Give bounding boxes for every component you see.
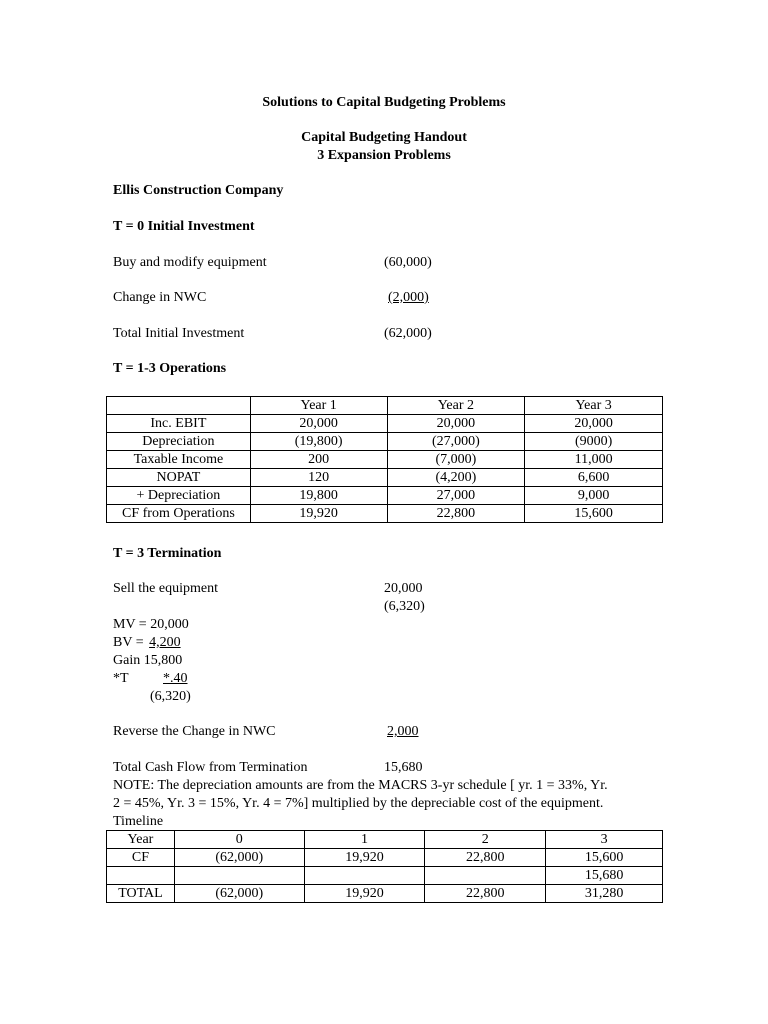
table-row <box>107 469 663 487</box>
table-cell: 22,800 <box>425 849 546 867</box>
table-cell: Taxable Income <box>107 451 251 469</box>
table-cell: (9000) <box>525 433 663 451</box>
table-cell: 19,920 <box>304 849 425 867</box>
sell-equipment-value: 20,000 <box>384 581 423 596</box>
termination-total-label: Total Cash Flow from Termination <box>113 760 308 775</box>
table-cell: Inc. EBIT <box>107 415 251 433</box>
calc-mv: MV = 20,000 <box>113 617 189 632</box>
reverse-nwc-value: 2,000 <box>387 724 419 739</box>
table-cell: 0 <box>174 831 304 849</box>
table-cell: Year 3 <box>525 397 663 415</box>
calc-bv <box>113 635 181 651</box>
table-header-row <box>107 397 663 415</box>
table-cell: (27,000) <box>387 433 525 451</box>
table-row <box>107 487 663 505</box>
calc-gain: Gain 15,800 <box>113 653 183 668</box>
doc-subtitle-handout: Capital Budgeting Handout <box>301 130 467 145</box>
reverse-nwc-label: Reverse the Change in NWC <box>113 724 276 739</box>
table-cell: 9,000 <box>525 487 663 505</box>
table-cell: 19,800 <box>250 487 387 505</box>
calc-bv-label: BV = <box>113 635 148 650</box>
table-cell: Year 2 <box>387 397 525 415</box>
table-cell <box>107 867 175 885</box>
calc-bv-value: 4,200 <box>149 635 181 650</box>
table-cell: TOTAL <box>107 885 175 903</box>
table-row <box>107 433 663 451</box>
table-cell: 22,800 <box>425 885 546 903</box>
table-cell: 27,000 <box>387 487 525 505</box>
timeline-label: Timeline <box>113 814 164 829</box>
table-cell: (19,800) <box>250 433 387 451</box>
table-cell: 200 <box>250 451 387 469</box>
note-line-1: NOTE: The depreciation amounts are from the MACRS 3-yr schedule [ yr. 1 = 33%, Yr. <box>113 778 608 793</box>
company-name: Ellis Construction Company <box>113 183 284 198</box>
table-cell: 20,000 <box>250 415 387 433</box>
calc-tax-result: (6,320) <box>150 689 191 704</box>
table-cell: 6,600 <box>525 469 663 487</box>
table-row <box>107 849 663 867</box>
t0-heading: T = 0 Initial Investment <box>113 219 255 234</box>
table-cell: 22,800 <box>387 505 525 523</box>
table-row <box>107 415 663 433</box>
table-cell: 1 <box>304 831 425 849</box>
table-cell <box>304 867 425 885</box>
termination-heading: T = 3 Termination <box>113 546 222 561</box>
table-cell: Year 1 <box>250 397 387 415</box>
table-cell: (62,000) <box>174 885 304 903</box>
note-line-2: 2 = 45%, Yr. 3 = 15%, Yr. 4 = 7%] multiplied by the depreciable cost of the equipment. <box>113 796 604 811</box>
doc-subtitle-problems: 3 Expansion Problems <box>317 148 451 163</box>
table-cell: 11,000 <box>525 451 663 469</box>
calc-tax-rate: *.40 <box>163 671 188 686</box>
sell-tax-value: (6,320) <box>384 599 425 614</box>
table-cell: 15,600 <box>546 849 663 867</box>
table-cell: CF <box>107 849 175 867</box>
t0-equipment-label: Buy and modify equipment <box>113 255 267 270</box>
sell-equipment-label: Sell the equipment <box>113 581 218 596</box>
timeline-table <box>106 830 663 903</box>
t0-nwc-value: (2,000) <box>388 290 429 305</box>
table-cell: Year <box>107 831 175 849</box>
table-header-row <box>107 831 663 849</box>
table-cell: NOPAT <box>107 469 251 487</box>
table-cell: (62,000) <box>174 849 304 867</box>
doc-title: Solutions to Capital Budgeting Problems <box>262 95 506 110</box>
operations-table <box>106 396 663 523</box>
table-cell: 19,920 <box>250 505 387 523</box>
table-cell: 3 <box>546 831 663 849</box>
ops-heading: T = 1-3 Operations <box>113 361 227 376</box>
table-cell: 15,680 <box>546 867 663 885</box>
table-row <box>107 885 663 903</box>
table-cell: 120 <box>250 469 387 487</box>
table-cell: Depreciation <box>107 433 251 451</box>
table-cell: (7,000) <box>387 451 525 469</box>
table-cell: (4,200) <box>387 469 525 487</box>
table-cell: 19,920 <box>304 885 425 903</box>
table-row <box>107 867 663 885</box>
table-cell: + Depreciation <box>107 487 251 505</box>
table-cell: 2 <box>425 831 546 849</box>
t0-total-value: (62,000) <box>384 326 432 341</box>
t0-total-label: Total Initial Investment <box>113 326 245 341</box>
t0-nwc-label: Change in NWC <box>113 290 207 305</box>
table-row <box>107 451 663 469</box>
table-cell: 31,280 <box>546 885 663 903</box>
calc-tax-label: *T <box>113 671 129 686</box>
table-cell <box>107 397 251 415</box>
table-cell <box>174 867 304 885</box>
table-cell: CF from Operations <box>107 505 251 523</box>
table-cell: 20,000 <box>387 415 525 433</box>
table-cell <box>425 867 546 885</box>
termination-total-value: 15,680 <box>384 760 423 775</box>
table-row <box>107 505 663 523</box>
table-cell: 20,000 <box>525 415 663 433</box>
table-cell: 15,600 <box>525 505 663 523</box>
t0-equipment-value: (60,000) <box>384 255 432 270</box>
